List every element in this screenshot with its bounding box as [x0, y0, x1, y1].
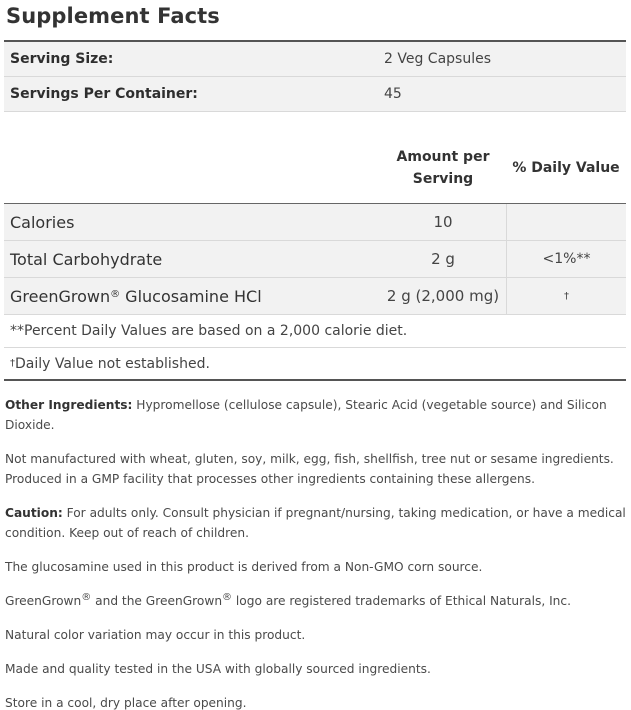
- spacer: [4, 112, 626, 132]
- page-title: Supplement Facts: [6, 4, 220, 28]
- nutrient-row-glucosamine: [4, 278, 626, 315]
- nutrient-amount: 10: [433, 213, 453, 231]
- dagger-mark: †: [10, 358, 15, 369]
- trademark-statement: GreenGrown® and the GreenGrown® logo are registered trademarks of Ethical Naturals, Inc.: [5, 592, 571, 608]
- nutrient-row-calories: [4, 204, 626, 241]
- servings-per-container-row: [4, 77, 626, 112]
- nutrient-name: Calories: [10, 212, 75, 232]
- table-header: [4, 132, 626, 204]
- serving-size-label: Serving Size:: [10, 51, 114, 67]
- color-variation: Natural color variation may occur in this product.: [5, 628, 306, 642]
- nutrient-dv: <1%**: [506, 241, 626, 277]
- nutrient-amount: 2 g (2,000 mg): [386, 287, 500, 305]
- footnote-percent-dv: **Percent Daily Values are based on a 2,000 calorie diet.: [4, 315, 626, 348]
- serving-size-row: [4, 42, 626, 77]
- registered-mark: ®: [110, 288, 121, 300]
- nutrient-name: GreenGrown® Glucosamine HCl: [10, 286, 262, 306]
- caution-statement: Caution: For adults only. Consult physician if pregnant/nursing, taking medication, or have a medical condition. Keep out of reach of children.: [5, 506, 626, 540]
- serving-size-value: 2 Veg Capsules: [384, 51, 492, 67]
- nutrient-amount: 2 g: [431, 250, 455, 268]
- allergen-statement: Not manufactured with wheat, gluten, soy, milk, egg, fish, shellfish, tree nut or sesame ingredients. Produced in a GMP facility that processes other ingredients containing these allergens.: [5, 452, 614, 486]
- other-ingredients: Other Ingredients: Hypromellose (cellulose capsule), Stearic Acid (vegetable source) and Silicon Dioxide.: [5, 398, 607, 432]
- product-notes: [5, 395, 627, 710]
- header-amount-per-serving: [380, 146, 506, 190]
- nutrient-dv: [506, 204, 626, 240]
- header-daily-value: % Daily Value: [512, 159, 620, 176]
- header-amount-line1: Amount per: [396, 148, 490, 165]
- servings-per-container-value: 45: [384, 86, 402, 102]
- supplement-facts-table: [4, 40, 626, 381]
- nutrient-row-total-carbohydrate: [4, 241, 626, 278]
- storage-instructions: Store in a cool, dry place after opening.: [5, 696, 247, 710]
- nutrient-name: Total Carbohydrate: [10, 249, 163, 269]
- servings-per-container-label: Servings Per Container:: [10, 86, 198, 102]
- glucosamine-source: The glucosamine used in this product is derived from a Non-GMO corn source.: [5, 560, 483, 574]
- made-in-usa: Made and quality tested in the USA with globally sourced ingredients.: [5, 662, 431, 676]
- header-amount-line2: Serving: [412, 170, 474, 187]
- footnote-not-established: † Daily Value not established.: [4, 348, 626, 381]
- nutrient-dv: †: [506, 278, 626, 314]
